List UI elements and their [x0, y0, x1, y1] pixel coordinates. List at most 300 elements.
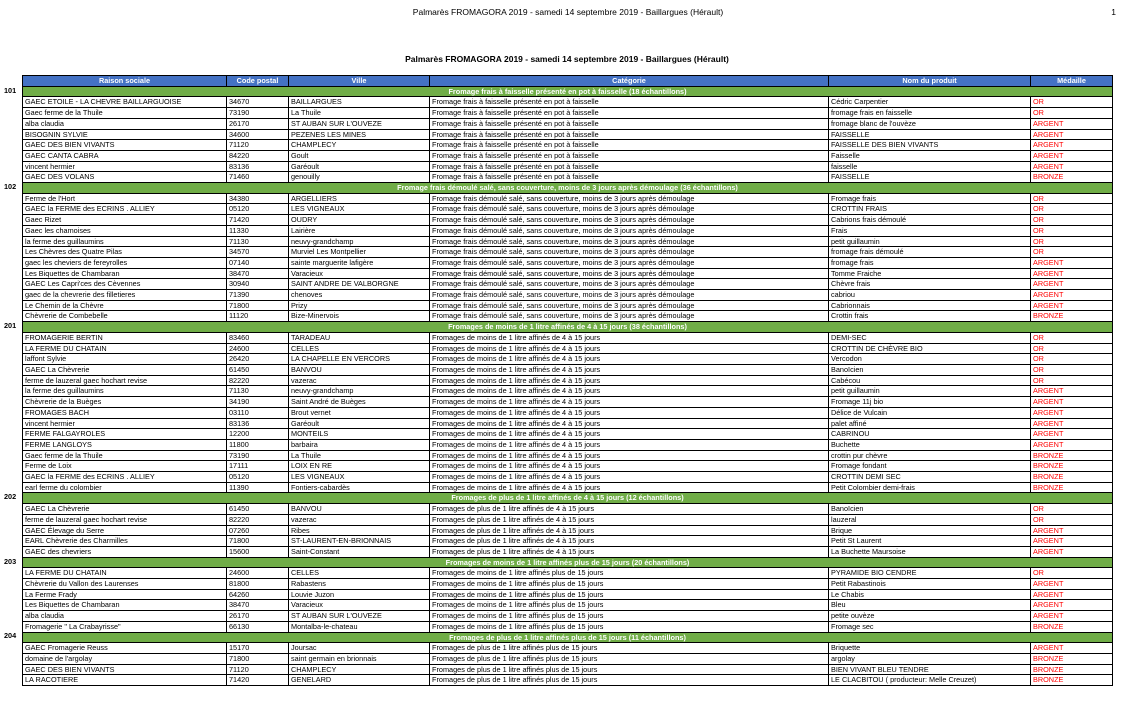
cell-nom-du-produit: Faisselle: [829, 150, 1031, 161]
cell-ville: Garéoult: [289, 418, 430, 429]
table-row: [23, 514, 1113, 525]
table-row: [23, 439, 1113, 450]
cell-categorie: Fromage frais démoulé salé, sans couverture, moins de 3 jours après démoulage: [430, 225, 829, 236]
cell-medaille: BRONZE: [1031, 461, 1113, 472]
table-row: [23, 161, 1113, 172]
cell-ville: ST AUBAN SUR L'OUVEZE: [289, 118, 430, 129]
cell-ville: Goult: [289, 150, 430, 161]
cell-categorie: Fromages de moins de 1 litre affinés plus de 15 jours: [430, 611, 829, 622]
cell-ville: GENELARD: [289, 675, 430, 686]
cell-categorie: Fromages de plus de 1 litre affinés plus de 15 jours: [430, 664, 829, 675]
cell-raison-sociale: FROMAGERIE BERTIN: [23, 332, 227, 343]
cell-medaille: ARGENT: [1031, 429, 1113, 440]
table-row: [23, 386, 1113, 397]
cell-ville: genouilly: [289, 172, 430, 183]
cell-raison-sociale: ferme de lauzeral gaec hochart revise: [23, 514, 227, 525]
section-title: Fromages de moins de 1 litre affinés de 4 à 15 jours (38 échantillons): [23, 322, 1113, 333]
cell-ville: BAILLARGUES: [289, 97, 430, 108]
cell-medaille: OR: [1031, 215, 1113, 226]
cell-nom-du-produit: cabriou: [829, 290, 1031, 301]
cell-categorie: Fromage frais démoulé salé, sans couverture, moins de 3 jours après démoulage: [430, 215, 829, 226]
cell-medaille: ARGENT: [1031, 257, 1113, 268]
table-row: [23, 97, 1113, 108]
cell-categorie: Fromage frais démoulé salé, sans couverture, moins de 3 jours après démoulage: [430, 311, 829, 322]
table-row: [23, 504, 1113, 515]
cell-nom-du-produit: Bleu: [829, 600, 1031, 611]
cell-code-postal: 61450: [227, 364, 289, 375]
cell-code-postal: 38470: [227, 268, 289, 279]
cell-nom-du-produit: Fromage sec: [829, 621, 1031, 632]
cell-code-postal: 11120: [227, 311, 289, 322]
cell-raison-sociale: Gaec ferme de la Thuile: [23, 108, 227, 119]
cell-raison-sociale: Les Chèvres des Quatre Pilas: [23, 247, 227, 258]
cell-ville: PEZENES LES MINES: [289, 129, 430, 140]
cell-raison-sociale: GAEC CANTA CABRA: [23, 150, 227, 161]
cell-medaille: ARGENT: [1031, 290, 1113, 301]
cell-categorie: Fromages de moins de 1 litre affinés de 4 à 15 jours: [430, 450, 829, 461]
cell-categorie: Fromage frais à faisselle présenté en pot à faisselle: [430, 129, 829, 140]
cell-code-postal: 71800: [227, 536, 289, 547]
table-row: [23, 247, 1113, 258]
cell-code-postal: 83136: [227, 418, 289, 429]
table-row: [23, 193, 1113, 204]
cell-medaille: BRONZE: [1031, 472, 1113, 483]
column-header-raison-sociale: Raison sociale: [23, 76, 227, 87]
table-row: [23, 664, 1113, 675]
cell-categorie: Fromages de plus de 1 litre affinés de 4 à 15 jours: [430, 525, 829, 536]
cell-medaille: OR: [1031, 343, 1113, 354]
table-row: [23, 343, 1113, 354]
cell-medaille: ARGENT: [1031, 407, 1113, 418]
table-row: [23, 108, 1113, 119]
cell-code-postal: 71120: [227, 664, 289, 675]
cell-categorie: Fromages de moins de 1 litre affinés de 4 à 15 jours: [430, 397, 829, 408]
cell-ville: BANVOU: [289, 504, 430, 515]
cell-ville: LOIX EN RE: [289, 461, 430, 472]
cell-ville: BANVOU: [289, 364, 430, 375]
cell-categorie: Fromage frais à faisselle présenté en pot à faisselle: [430, 150, 829, 161]
cell-ville: Saint-Constant: [289, 546, 430, 557]
cell-raison-sociale: la ferme des guillaumins: [23, 236, 227, 247]
cell-nom-du-produit: La Buchette Maursoise: [829, 546, 1031, 557]
cell-code-postal: 64260: [227, 589, 289, 600]
cell-medaille: ARGENT: [1031, 300, 1113, 311]
cell-categorie: Fromage frais démoulé salé, sans couverture, moins de 3 jours après démoulage: [430, 257, 829, 268]
cell-raison-sociale: Fromagerie " La Crabayrisse": [23, 621, 227, 632]
table-row: [23, 140, 1113, 151]
cell-nom-du-produit: palet affiné: [829, 418, 1031, 429]
cell-nom-du-produit: Banoïcien: [829, 364, 1031, 375]
cell-code-postal: 73190: [227, 450, 289, 461]
cell-raison-sociale: GAEC la FERME des ECRINS . ALLIEY: [23, 204, 227, 215]
cell-raison-sociale: vincent hermier: [23, 161, 227, 172]
cell-categorie: Fromages de moins de 1 litre affinés de 4 à 15 jours: [430, 386, 829, 397]
section-title: Fromages de plus de 1 litre affinés de 4 à 15 jours (12 échantillons): [23, 493, 1113, 504]
section-header-row: [23, 493, 1113, 504]
cell-code-postal: 71420: [227, 215, 289, 226]
table-row: [23, 600, 1113, 611]
cell-categorie: Fromages de moins de 1 litre affinés de 4 à 15 jours: [430, 472, 829, 483]
cell-raison-sociale: FERME LANGLOYS: [23, 439, 227, 450]
cell-ville: CELLES: [289, 343, 430, 354]
cell-categorie: Fromage frais démoulé salé, sans couverture, moins de 3 jours après démoulage: [430, 236, 829, 247]
cell-raison-sociale: GAEC Élevage du Serre: [23, 525, 227, 536]
cell-ville: barbaira: [289, 439, 430, 450]
cell-ville: Brout vernet: [289, 407, 430, 418]
cell-code-postal: 82220: [227, 375, 289, 386]
cell-code-postal: 03110: [227, 407, 289, 418]
cell-raison-sociale: GAEC La Chèvrerie: [23, 364, 227, 375]
cell-medaille: OR: [1031, 204, 1113, 215]
cell-categorie: Fromage frais à faisselle présenté en pot à faisselle: [430, 172, 829, 183]
cell-nom-du-produit: CROTTIN FRAIS: [829, 204, 1031, 215]
cell-ville: LES VIGNEAUX: [289, 204, 430, 215]
section-header-row: [23, 322, 1113, 333]
cell-ville: La Thuile: [289, 108, 430, 119]
table-row: [23, 150, 1113, 161]
cell-categorie: Fromages de moins de 1 litre affinés plus de 15 jours: [430, 579, 829, 590]
cell-categorie: Fromage frais à faisselle présenté en pot à faisselle: [430, 108, 829, 119]
cell-ville: vazerac: [289, 375, 430, 386]
page-header-title: Palmarès FROMAGORA 2019 - samedi 14 septembre 2019 - Baillargues (Hérault): [412, 7, 724, 17]
cell-categorie: Fromage frais démoulé salé, sans couverture, moins de 3 jours après démoulage: [430, 290, 829, 301]
cell-code-postal: 11330: [227, 225, 289, 236]
cell-nom-du-produit: argolay: [829, 653, 1031, 664]
cell-raison-sociale: Gaec Rizet: [23, 215, 227, 226]
cell-ville: Varacieux: [289, 600, 430, 611]
cell-medaille: OR: [1031, 504, 1113, 515]
table-row: [23, 589, 1113, 600]
cell-raison-sociale: GAEC Fromagerie Reuss: [23, 643, 227, 654]
cell-ville: Saint André de Buèges: [289, 397, 430, 408]
cell-code-postal: 73190: [227, 108, 289, 119]
cell-ville: Garéoult: [289, 161, 430, 172]
cell-medaille: BRONZE: [1031, 172, 1113, 183]
cell-code-postal: 11390: [227, 482, 289, 493]
cell-nom-du-produit: Vercodon: [829, 354, 1031, 365]
cell-code-postal: 61450: [227, 504, 289, 515]
cell-nom-du-produit: FAISSELLE DES BIEN VIVANTS: [829, 140, 1031, 151]
cell-nom-du-produit: CABRINOU: [829, 429, 1031, 440]
column-header-nom-du-produit: Nom du produit: [829, 76, 1031, 87]
cell-categorie: Fromages de moins de 1 litre affinés de 4 à 15 jours: [430, 407, 829, 418]
cell-raison-sociale: gaec de la chevrerie des filletieres: [23, 290, 227, 301]
cell-medaille: ARGENT: [1031, 643, 1113, 654]
table-row: [23, 621, 1113, 632]
cell-raison-sociale: GAEC Les Capri'ces des Cèvennes: [23, 279, 227, 290]
cell-medaille: OR: [1031, 332, 1113, 343]
cell-code-postal: 24600: [227, 343, 289, 354]
cell-medaille: BRONZE: [1031, 482, 1113, 493]
category-code: 101: [4, 85, 17, 95]
cell-ville: CHAMPLECY: [289, 664, 430, 675]
cell-medaille: OR: [1031, 97, 1113, 108]
cell-code-postal: 24600: [227, 568, 289, 579]
cell-medaille: BRONZE: [1031, 675, 1113, 686]
section-title: Fromages de moins de 1 litre affinés plus de 15 jours (20 échantillons): [23, 557, 1113, 568]
cell-code-postal: 26170: [227, 118, 289, 129]
cell-code-postal: 17111: [227, 461, 289, 472]
cell-nom-du-produit: Frais: [829, 225, 1031, 236]
table-row: [23, 579, 1113, 590]
cell-medaille: ARGENT: [1031, 397, 1113, 408]
table-header-row: [23, 76, 1113, 87]
results-table: [22, 75, 1113, 686]
cell-nom-du-produit: Le Chabis: [829, 589, 1031, 600]
cell-ville: Ribes: [289, 525, 430, 536]
cell-categorie: Fromages de moins de 1 litre affinés de 4 à 15 jours: [430, 354, 829, 365]
cell-medaille: ARGENT: [1031, 161, 1113, 172]
category-code: 204: [4, 631, 17, 641]
cell-raison-sociale: La Ferme Frady: [23, 589, 227, 600]
cell-medaille: ARGENT: [1031, 268, 1113, 279]
cell-nom-du-produit: LE CLACBITOU ( producteur: Melle Creuzet): [829, 675, 1031, 686]
cell-categorie: Fromages de moins de 1 litre affinés de 4 à 15 jours: [430, 343, 829, 354]
cell-raison-sociale: GAEC des chevriers: [23, 546, 227, 557]
cell-nom-du-produit: FAISSELLE: [829, 172, 1031, 183]
cell-categorie: Fromage frais démoulé salé, sans couverture, moins de 3 jours après démoulage: [430, 193, 829, 204]
cell-medaille: OR: [1031, 247, 1113, 258]
cell-code-postal: 30940: [227, 279, 289, 290]
category-code: 201: [4, 321, 17, 331]
page-header: [0, 6, 1136, 18]
cell-code-postal: 26170: [227, 611, 289, 622]
category-code: 202: [4, 492, 17, 502]
cell-categorie: Fromages de moins de 1 litre affinés plus de 15 jours: [430, 600, 829, 611]
cell-code-postal: 34570: [227, 247, 289, 258]
cell-ville: ARGELLIERS: [289, 193, 430, 204]
cell-code-postal: 38470: [227, 600, 289, 611]
cell-medaille: OR: [1031, 193, 1113, 204]
cell-code-postal: 71130: [227, 236, 289, 247]
cell-nom-du-produit: CROTTIN DEMI SEC: [829, 472, 1031, 483]
cell-ville: Fontiers-cabardès: [289, 482, 430, 493]
table-row: [23, 568, 1113, 579]
table-row: [23, 290, 1113, 301]
cell-medaille: BRONZE: [1031, 450, 1113, 461]
cell-ville: Bize-Minervois: [289, 311, 430, 322]
cell-raison-sociale: Chèvrerie de la Buèges: [23, 397, 227, 408]
cell-medaille: OR: [1031, 364, 1113, 375]
cell-raison-sociale: alba claudia: [23, 118, 227, 129]
cell-raison-sociale: GAEC DES BIEN VIVANTS: [23, 664, 227, 675]
table-row: [23, 300, 1113, 311]
cell-categorie: Fromage frais à faisselle présenté en pot à faisselle: [430, 161, 829, 172]
cell-code-postal: 05120: [227, 472, 289, 483]
table-row: [23, 129, 1113, 140]
cell-raison-sociale: earl ferme du colombier: [23, 482, 227, 493]
table-row: [23, 397, 1113, 408]
cell-raison-sociale: Gaec ferme de la Thuile: [23, 450, 227, 461]
table-row: [23, 525, 1113, 536]
cell-medaille: BRONZE: [1031, 653, 1113, 664]
table-row: [23, 482, 1113, 493]
cell-raison-sociale: gaec les cheviers de fereyrolles: [23, 257, 227, 268]
cell-code-postal: 07140: [227, 257, 289, 268]
cell-raison-sociale: Gaec les chamoises: [23, 225, 227, 236]
cell-ville: Louvie Juzon: [289, 589, 430, 600]
cell-categorie: Fromages de moins de 1 litre affinés de 4 à 15 jours: [430, 461, 829, 472]
table-row: [23, 429, 1113, 440]
cell-categorie: Fromage frais démoulé salé, sans couverture, moins de 3 jours après démoulage: [430, 204, 829, 215]
cell-medaille: ARGENT: [1031, 611, 1113, 622]
cell-medaille: BRONZE: [1031, 311, 1113, 322]
cell-raison-sociale: alba claudia: [23, 611, 227, 622]
cell-raison-sociale: Les Biquettes de Chambaran: [23, 600, 227, 611]
cell-nom-du-produit: FAISSELLE: [829, 129, 1031, 140]
cell-code-postal: 34380: [227, 193, 289, 204]
cell-nom-du-produit: DEMI-SEC: [829, 332, 1031, 343]
cell-ville: LES VIGNEAUX: [289, 472, 430, 483]
cell-categorie: Fromages de plus de 1 litre affinés plus de 15 jours: [430, 675, 829, 686]
cell-nom-du-produit: CROTTIN DE CHÈVRE BIO: [829, 343, 1031, 354]
cell-nom-du-produit: crottin pur chèvre: [829, 450, 1031, 461]
cell-categorie: Fromages de moins de 1 litre affinés plus de 15 jours: [430, 589, 829, 600]
cell-ville: chenoves: [289, 290, 430, 301]
cell-nom-du-produit: fromage frais en faisselle: [829, 108, 1031, 119]
cell-code-postal: 71120: [227, 140, 289, 151]
table-row: [23, 653, 1113, 664]
section-header-row: [23, 557, 1113, 568]
cell-categorie: Fromage frais à faisselle présenté en pot à faisselle: [430, 140, 829, 151]
cell-code-postal: 34600: [227, 129, 289, 140]
cell-code-postal: 15170: [227, 643, 289, 654]
column-header-ville: Ville: [289, 76, 430, 87]
cell-medaille: OR: [1031, 568, 1113, 579]
cell-raison-sociale: Ferme de Loix: [23, 461, 227, 472]
table-row: [23, 118, 1113, 129]
cell-medaille: ARGENT: [1031, 546, 1113, 557]
cell-ville: ST AUBAN SUR L'OUVEZE: [289, 611, 430, 622]
table-row: [23, 643, 1113, 654]
table-row: [23, 364, 1113, 375]
cell-categorie: Fromages de plus de 1 litre affinés de 4 à 15 jours: [430, 514, 829, 525]
cell-raison-sociale: LA FERME DU CHATAIN: [23, 568, 227, 579]
cell-code-postal: 66130: [227, 621, 289, 632]
cell-medaille: BRONZE: [1031, 621, 1113, 632]
table-row: [23, 675, 1113, 686]
cell-ville: CHAMPLECY: [289, 140, 430, 151]
table-row: [23, 611, 1113, 622]
table-row: [23, 332, 1113, 343]
section-title: Fromage frais à faisselle présenté en pot à faisselle (18 échantillons): [23, 86, 1113, 97]
cell-nom-du-produit: faisselle: [829, 161, 1031, 172]
cell-nom-du-produit: Petit Colombier demi-frais: [829, 482, 1031, 493]
cell-medaille: ARGENT: [1031, 118, 1113, 129]
cell-medaille: ARGENT: [1031, 129, 1113, 140]
cell-code-postal: 71130: [227, 386, 289, 397]
cell-categorie: Fromages de plus de 1 litre affinés plus de 15 jours: [430, 643, 829, 654]
cell-categorie: Fromages de moins de 1 litre affinés de 4 à 15 jours: [430, 439, 829, 450]
cell-raison-sociale: FROMAGES BACH: [23, 407, 227, 418]
cell-raison-sociale: la ferme des guillaumins: [23, 386, 227, 397]
table-row: [23, 375, 1113, 386]
cell-raison-sociale: Le Chemin de la Chèvre: [23, 300, 227, 311]
cell-ville: Rabastens: [289, 579, 430, 590]
cell-code-postal: 07260: [227, 525, 289, 536]
cell-raison-sociale: GAEC DES VOLANS: [23, 172, 227, 183]
cell-nom-du-produit: Petit St Laurent: [829, 536, 1031, 547]
cell-raison-sociale: LA FERME DU CHATAIN: [23, 343, 227, 354]
category-code: 203: [4, 556, 17, 566]
cell-code-postal: 71800: [227, 653, 289, 664]
cell-code-postal: 71390: [227, 290, 289, 301]
column-header-categorie: Catégorie: [430, 76, 829, 87]
cell-code-postal: 11800: [227, 439, 289, 450]
cell-raison-sociale: domaine de l'argolay: [23, 653, 227, 664]
cell-ville: neuvy-grandchamp: [289, 236, 430, 247]
table-row: [23, 450, 1113, 461]
cell-ville: Joursac: [289, 643, 430, 654]
cell-ville: Montalba-le-chateau: [289, 621, 430, 632]
column-header-code-postal: Code postal: [227, 76, 289, 87]
cell-nom-du-produit: Petit Rabastinois: [829, 579, 1031, 590]
cell-code-postal: 12200: [227, 429, 289, 440]
cell-ville: neuvy-grandchamp: [289, 386, 430, 397]
cell-categorie: Fromage frais démoulé salé, sans couverture, moins de 3 jours après démoulage: [430, 300, 829, 311]
cell-nom-du-produit: Fromage fondant: [829, 461, 1031, 472]
section-title: Fromages de plus de 1 litre affinés plus de 15 jours (11 échantillons): [23, 632, 1113, 643]
table-row: [23, 172, 1113, 183]
cell-categorie: Fromages de moins de 1 litre affinés de 4 à 15 jours: [430, 429, 829, 440]
cell-ville: TARADEAU: [289, 332, 430, 343]
cell-raison-sociale: EARL Chèvrerie des Charmilles: [23, 536, 227, 547]
cell-ville: OUDRY: [289, 215, 430, 226]
category-code: 102: [4, 182, 17, 191]
cell-raison-sociale: Chèvrerie du Vallon des Laurenses: [23, 579, 227, 590]
cell-raison-sociale: GAEC la FERME des ECRINS . ALLIEY: [23, 472, 227, 483]
cell-code-postal: 71420: [227, 675, 289, 686]
cell-nom-du-produit: Fromage 11j bio: [829, 397, 1031, 408]
cell-ville: Prizy: [289, 300, 430, 311]
cell-categorie: Fromages de moins de 1 litre affinés plus de 15 jours: [430, 568, 829, 579]
cell-nom-du-produit: petit guillaumin: [829, 386, 1031, 397]
cell-nom-du-produit: Chèvre frais: [829, 279, 1031, 290]
cell-raison-sociale: Chèvrerie de Combebelle: [23, 311, 227, 322]
table-row: [23, 268, 1113, 279]
cell-categorie: Fromages de moins de 1 litre affinés de 4 à 15 jours: [430, 332, 829, 343]
cell-medaille: OR: [1031, 354, 1113, 365]
cell-code-postal: 83460: [227, 332, 289, 343]
cell-categorie: Fromages de moins de 1 litre affinés de 4 à 15 jours: [430, 482, 829, 493]
cell-categorie: Fromages de plus de 1 litre affinés de 4 à 15 jours: [430, 504, 829, 515]
cell-nom-du-produit: fromage frais démoulé: [829, 247, 1031, 258]
cell-medaille: ARGENT: [1031, 600, 1113, 611]
cell-ville: sainte marguerite lafigère: [289, 257, 430, 268]
cell-categorie: Fromages de moins de 1 litre affinés de 4 à 15 jours: [430, 375, 829, 386]
cell-nom-du-produit: Cabrions frais démoulé: [829, 215, 1031, 226]
cell-categorie: Fromages de moins de 1 litre affinés de 4 à 15 jours: [430, 364, 829, 375]
table-row: [23, 257, 1113, 268]
page-number: 1: [1111, 7, 1116, 17]
document-title: Palmarès FROMAGORA 2019 - samedi 14 septembre 2019 - Baillargues (Hérault): [405, 54, 729, 64]
table-row: [23, 279, 1113, 290]
section-header-row: [23, 183, 1113, 194]
cell-nom-du-produit: BIEN VIVANT BLEU TENDRE: [829, 664, 1031, 675]
cell-code-postal: 83136: [227, 161, 289, 172]
cell-medaille: ARGENT: [1031, 439, 1113, 450]
cell-nom-du-produit: lauzeral: [829, 514, 1031, 525]
cell-raison-sociale: GAEC ETOILE - LA CHEVRE BAILLARGUOISE: [23, 97, 227, 108]
cell-nom-du-produit: petite ouvèze: [829, 611, 1031, 622]
cell-raison-sociale: FERME FALGAYROLES: [23, 429, 227, 440]
cell-raison-sociale: Les Biquettes de Chambaran: [23, 268, 227, 279]
cell-medaille: ARGENT: [1031, 589, 1113, 600]
cell-medaille: OR: [1031, 375, 1113, 386]
cell-medaille: ARGENT: [1031, 279, 1113, 290]
cell-medaille: ARGENT: [1031, 525, 1113, 536]
cell-code-postal: 81800: [227, 579, 289, 590]
